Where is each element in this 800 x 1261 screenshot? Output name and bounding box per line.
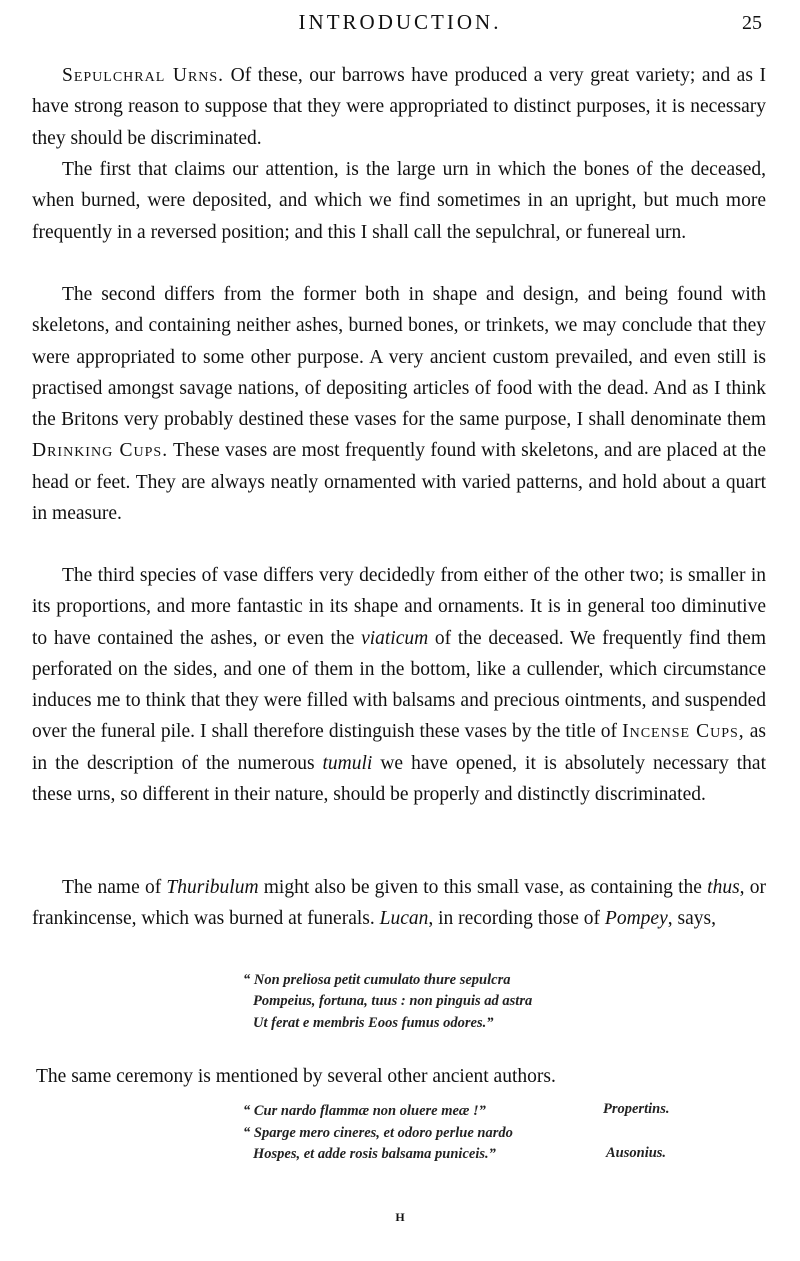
paragraph-thuribulum: The name of Thuribulum might also be given to this small vase, as containing the thus, or frankincense, which was burned at funerals. Lucan, in recording those of Pompey, says, <box>32 877 766 930</box>
attribution-propertius: Propertins. <box>603 1101 670 1117</box>
running-title: INTRODUCTION. <box>298 10 502 34</box>
verse-quote-propertius <box>243 1101 486 1122</box>
verse-quote-ausonius <box>243 1123 513 1166</box>
verse-line: Pompeius, fortuna, tuus : non pinguis ad astra <box>253 993 533 1010</box>
verse-quote-lucan <box>243 970 532 1034</box>
verse-line: “ Non preliosa petit cumulato thure sepulcra <box>243 972 511 988</box>
page-header <box>0 4 800 40</box>
term-drinking-cups: Drinking Cups. <box>32 440 169 462</box>
attribution-ausonius: Ausonius. <box>606 1145 667 1161</box>
transition-sentence: The same ceremony is mentioned by several other ancient authors. <box>36 1066 556 1087</box>
verse-line: Ut ferat e membris Eoos fumus odores.” <box>253 1014 494 1031</box>
paragraph-first-urn: The first that claims our attention, is the large urn in which the bones of the deceased, when burned, were deposited, and which we find sometimes in an upright, but much more frequently in a reversed position; and this I shall call the sepulchral, or funereal urn. <box>32 159 766 243</box>
verse-line: Hospes, et adde rosis balsama puniceis.” <box>253 1146 496 1163</box>
paragraph-drinking-cups: The second differs from the former both in shape and design, and being found with skeletons, and containing neither ashes, burned bones, or trinkets, we may conclude that they were appropriated to some other purpose. A very ancient custom prevailed, and even still is practised amongst savage nations, of depositing articles of food with the dead. And as I think the Britons very probably destined these vases for the same purpose, I shall denominate them Drinking Cups. These vases are most frequently found with skeletons, and are placed at the head or feet. They are always neatly ornamented with varied patterns, and hold about a quart in measure. <box>32 284 766 525</box>
term-incense-cups: Incense Cups, <box>622 721 745 743</box>
paragraph-sepulchral-urns: Sepulchral Urns. Of these, our barrows have produced a very great variety; and as I have strong reason to suppose that they were appropriated to distinct purposes, it is necessary they should be discriminated. <box>32 65 766 149</box>
section-heading-sepulchral-urns: Sepulchral Urns. <box>62 65 225 86</box>
paragraph-incense-cups: The third species of vase differs very decidedly from either of the other two; is smaller in its proportions, and more fantastic in its shape and ornaments. It is in general too diminutive to have contained the ashes, or even the viaticum of the deceased. We frequently find them perforated on the sides, and one of them in the bottom, like a cullender, which circumstance induces me to think that they were filled with balsams and precious ointments, and suspended over the funeral pile. I shall therefore distinguish these vases by the title of Incense Cups, as in the description of the numerous tumuli we have opened, it is absolutely necessary that these urns, so different in their nature, should be properly and distinctly discriminated. <box>32 565 766 806</box>
verse-line: “ Sparge mero cineres, et odoro perlue nardo <box>243 1125 513 1141</box>
page-number: 25 <box>742 12 762 34</box>
signature-mark: H <box>395 1210 405 1224</box>
verse-line: “ Cur nardo flammæ non oluere meæ !” <box>243 1103 486 1119</box>
